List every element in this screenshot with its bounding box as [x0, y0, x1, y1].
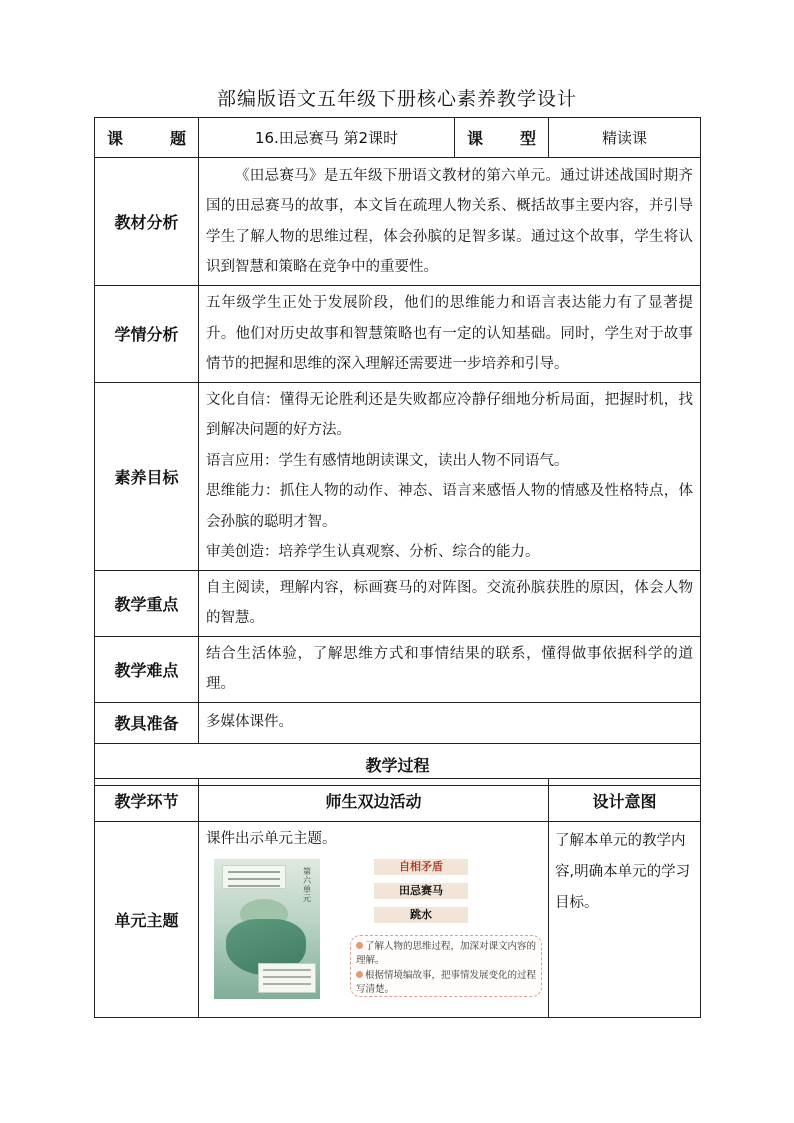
row-content [199, 382, 701, 570]
goal-culture: 文化自信：懂得无论胜利还是失败都应冷静仔细地分析局面，把握时机，找到解决问题的好方法。 [206, 391, 693, 438]
paragraph: 多媒体课件。 [206, 714, 293, 731]
process-table [94, 778, 701, 1018]
row-content [199, 636, 701, 702]
cover-note [258, 963, 316, 993]
row-label: 教学重点 [95, 570, 199, 636]
row-content [199, 570, 701, 636]
materials-row [95, 702, 701, 743]
lesson-plan-table [94, 117, 701, 786]
unit-theme-row [95, 822, 701, 1018]
lesson-tag-1: 自相矛盾 [374, 859, 468, 875]
unit-goals-box [350, 935, 542, 997]
lesson-tag-2: 田忌赛马 [374, 883, 468, 899]
goal-bullet-icon [356, 942, 363, 949]
literacy-goals-row [95, 382, 701, 570]
row-content [199, 158, 701, 286]
paragraph: 《田忌赛马》是五年级下册语文教材的第六单元。通过讲述战国时期齐国的田忌赛马的故事，本文旨在疏理人物关系、概括故事主要内容，并引导学生了解人物的思维过程，体会孙膑的足智多谋。通过这个故事，学生将认识到智慧和策略在竞争中的重要性。 [206, 167, 693, 275]
unit-vertical-label: 第六单元 [303, 866, 311, 903]
unit-goal-2 [356, 969, 536, 998]
type-label: 课 型 [455, 118, 549, 158]
lesson-tag-3: 跳水 [374, 907, 468, 923]
process-heading: 教学过程 [95, 743, 701, 785]
row-content [199, 286, 701, 383]
unit-intent-cell: 了解本单元的教学内容,明确本单元的学习目标。 [549, 822, 701, 1018]
difficulty-row [95, 636, 701, 702]
topic-label: 课 题 [95, 118, 199, 158]
col-stage-header: 教学环节 [95, 779, 199, 822]
row-content [199, 702, 701, 743]
unit-activity-text: 课件出示单元主题。 [206, 831, 337, 847]
unit-goal-2-text: 根据情境编故事，把事情发展变化的过程写清楚。 [356, 969, 537, 995]
unit-goal-1 [356, 940, 536, 969]
unit-goal-1-text: 了解人物的思维过程，加深对课文内容的理解。 [356, 940, 537, 966]
row-label: 素养目标 [95, 382, 199, 570]
goal-thinking: 思维能力：抓住人物的动作、神态、语言来感悟人物的情感及性格特点，体会孙膑的聪明才智。 [206, 483, 693, 530]
material-analysis-row [95, 158, 701, 286]
unit-cover-illustration [214, 859, 320, 999]
process-header-row [95, 779, 701, 822]
row-label: 学情分析 [95, 286, 199, 383]
cover-banner [222, 865, 286, 889]
paragraph: 五年级学生正处于发展阶段，他们的思维能力和语言表达能力有了显著提升。他们对历史故事和智慧策略也有一定的认知基础。同时，学生对于故事情节的把握和思维的深入理解还需要进一步培养和引导。 [206, 295, 693, 372]
key-points-row [95, 570, 701, 636]
goal-bullet-icon [356, 971, 363, 978]
document-title: 部编版语文五年级下册核心素养教学设计 [216, 88, 577, 110]
row-label: 教学难点 [95, 636, 199, 702]
col-intent-header: 设计意图 [549, 779, 701, 822]
goal-language: 语言应用：学生有感情地朗读课文，读出人物不同语气。 [206, 452, 569, 469]
type-value: 精读课 [549, 118, 701, 158]
goal-aesthetic: 审美创造：培养学生认真观察、分析、综合的能力。 [206, 544, 540, 560]
paragraph: 结合生活体验，了解思维方式和事情结果的联系，懂得做事依据科学的道理。 [206, 645, 693, 692]
paragraph: 自主阅读，理解内容，标画赛马的对阵图。交流孙膑获胜的原因，体会人物的智慧。 [206, 579, 693, 626]
col-activity-header: 师生双边活动 [199, 779, 549, 822]
unit-slide [206, 855, 541, 1015]
student-analysis-row [95, 286, 701, 383]
row-label: 教具准备 [95, 702, 199, 743]
topic-value: 16.田忌赛马 第2课时 [199, 118, 455, 158]
row-label: 教材分析 [95, 158, 199, 286]
topic-row [95, 118, 701, 158]
unit-activity-cell [199, 822, 549, 1018]
unit-stage-label: 单元主题 [95, 822, 199, 1018]
